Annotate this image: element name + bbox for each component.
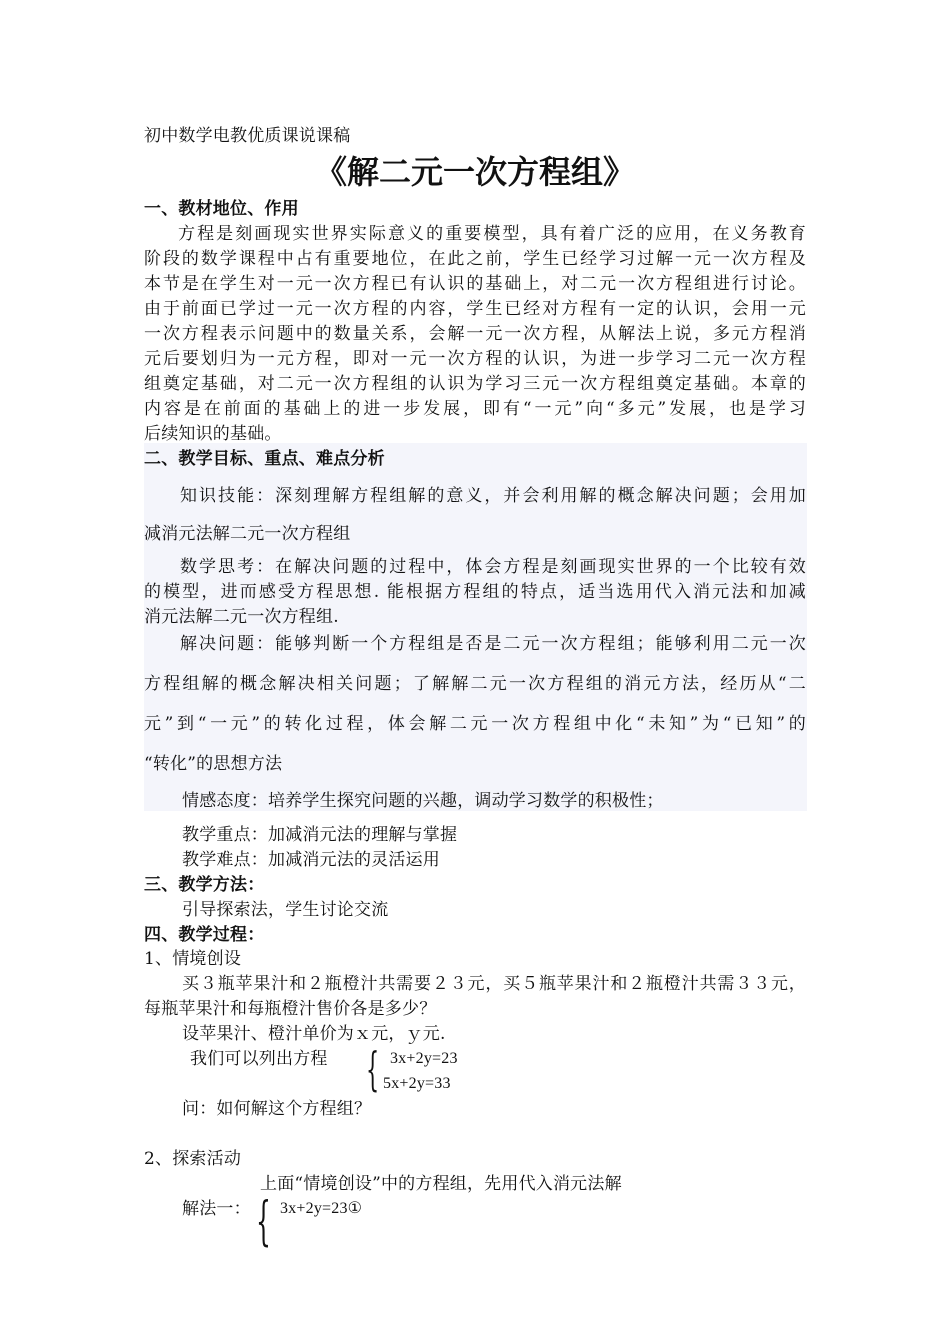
problem-line: 买３瓶苹果汁和２瓶橙汁共需要２３元，买５瓶苹果汁和２瓶橙汁共需３３元， [182, 974, 806, 994]
goal-problem-line: 方程组解的概念解决相关问题；了解解二元一次方程组的消元方法，经历从“二 [144, 674, 806, 694]
equation-system-brace: { [366, 1042, 380, 1096]
page-title: 《解二元一次方程组》 [314, 153, 635, 191]
section1-line: 阶段的数学课程中占有重要地位，在此之前，学生已经学习过解一元一次方程及 [144, 249, 806, 269]
list-equation-label: 我们可以列出方程 [190, 1049, 328, 1069]
section3-heading: 三、教学方法： [144, 875, 265, 895]
problem-line: 每瓶苹果汁和每瓶橙汁售价各是多少？ [144, 999, 437, 1019]
goal-emotion: 情感态度：培养学生探究问题的兴趣，调动学习数学的积极性； [182, 791, 664, 811]
equation-2: 5x+2y=33 [383, 1075, 451, 1092]
activity-intro: 上面“情境创设”中的方程组，先用代入消元法解 [260, 1174, 622, 1194]
section1-line: 一次方程表示问题中的数量关系，会解一元一次方程，从解法上说，多元方程消 [144, 324, 806, 344]
assumption-line: 设苹果汁、橙汁单价为ｘ元，ｙ元. [182, 1024, 446, 1044]
section2-heading: 二、教学目标、重点、难点分析 [144, 449, 385, 469]
section1-line: 元后要划归为一元方程，即对一元一次方程的认识，为进一步学习二元一次方程 [144, 349, 806, 369]
goal-knowledge-line: 减消元法解二元一次方程组 [144, 524, 351, 544]
goal-thinking-line: 消元法解二元一次方程组. [144, 607, 339, 627]
goal-thinking-line: 数学思考：在解决问题的过程中，体会方程是刻画现实世界的一个比较有效 [180, 557, 806, 577]
method1-equation-1: 3x+2y=23① [280, 1200, 363, 1217]
section4-heading: 四、教学过程： [144, 925, 265, 945]
teaching-method: 引导探索法，学生讨论交流 [182, 900, 389, 920]
section1-line: 内容是在前面的基础上的进一步发展，即有“一元”向“多元”发展，也是学习 [144, 399, 806, 419]
goal-thinking-line: 的模型，进而感受方程思想. 能根据方程组的特点，适当选用代入消元法和加减 [144, 582, 806, 602]
question-line: 问：如何解这个方程组？ [182, 1099, 372, 1119]
equation-1: 3x+2y=23 [390, 1050, 458, 1067]
goal-problem-line: 解决问题：能够判断一个方程组是否是二元一次方程组；能够利用二元一次 [180, 634, 806, 654]
goal-knowledge-line: 知识技能：深刻理解方程组解的意义，并会利用解的概念解决问题；会用加 [180, 486, 806, 506]
goal-problem-line: “转化”的思想方法 [144, 754, 283, 774]
section1-line: 后续知识的基础。 [144, 424, 282, 444]
goal-problem-line: 元”到“一元”的转化过程，体会解二元一次方程组中化“未知”为“已知”的 [144, 714, 806, 734]
teaching-key-point: 教学重点：加减消元法的理解与掌握 [182, 825, 458, 845]
section1-heading: 一、教材地位、作用 [144, 199, 299, 219]
teaching-difficulty: 教学难点：加减消元法的灵活运用 [182, 850, 440, 870]
method1-label: 解法一： [182, 1199, 251, 1219]
subsection-scenario: 1、情境创设 [144, 949, 242, 969]
method1-brace: { [256, 1192, 271, 1252]
section1-line: 由于前面已学过一元一次方程的内容，学生已经对方程有一定的认识，会用一元 [144, 299, 806, 319]
document-header: 初中数学电教优质课说课稿 [144, 126, 351, 146]
section1-line: 组奠定基础，对二元一次方程组的认识为学习三元一次方程组奠定基础。本章的 [144, 374, 806, 394]
section1-line: 方程是刻画现实世界实际意义的重要模型，具有着广泛的应用，在义务教育 [178, 224, 806, 244]
subsection-exploration: 2、探索活动 [144, 1149, 242, 1169]
section1-line: 本节是在学生对一元一次方程已有认识的基础上，对二元一次方程组进行讨论。 [144, 274, 806, 294]
